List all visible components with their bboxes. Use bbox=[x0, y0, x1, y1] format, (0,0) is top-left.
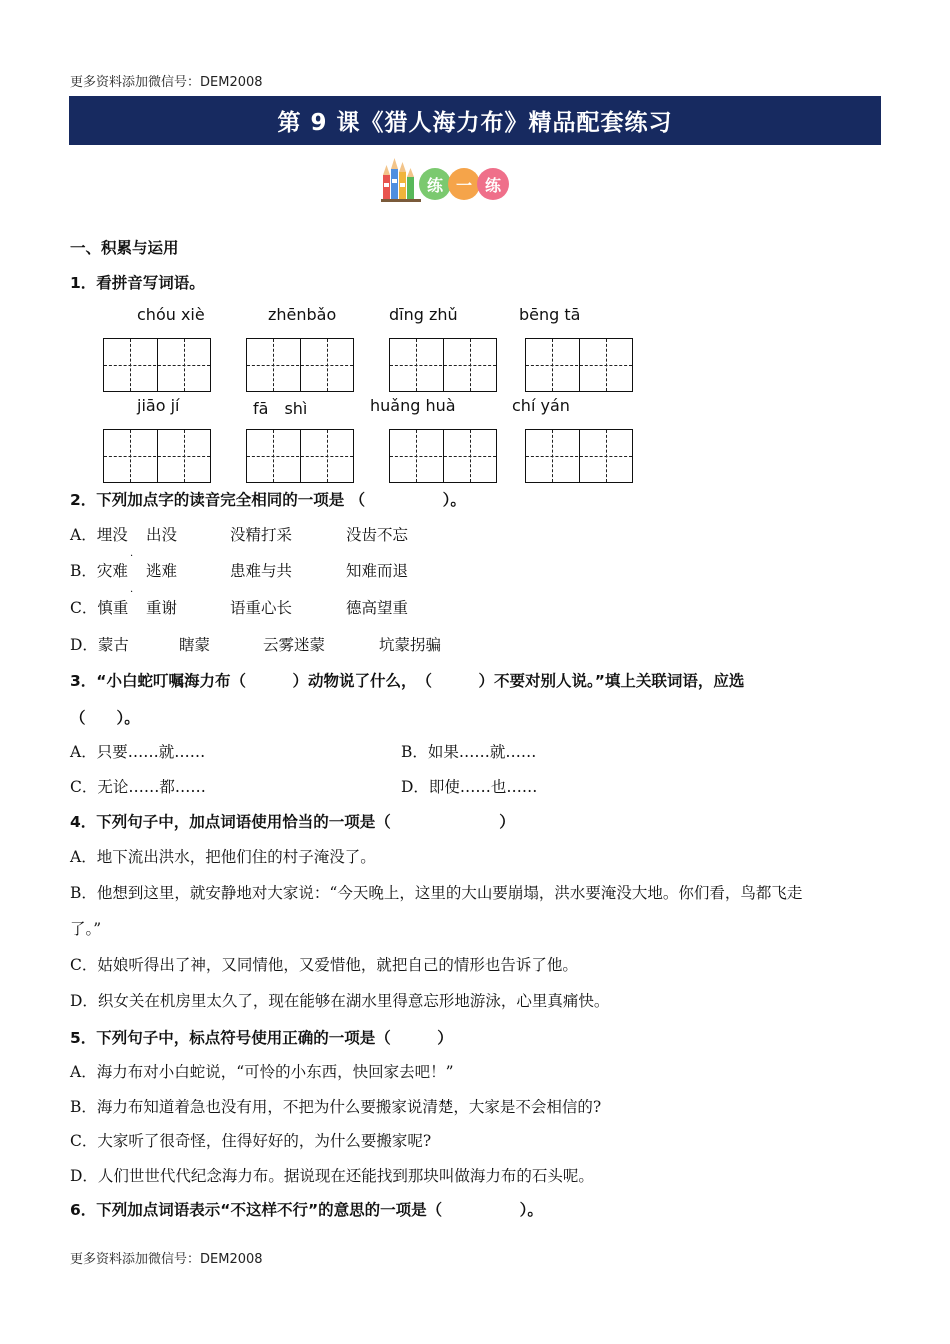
question-6-title: 6．下列加点词语表示“不这样不行”的意思的一项是（ ）。 bbox=[70, 1201, 543, 1219]
q2-option-a-word: 出没 bbox=[146, 526, 178, 544]
header-note: 更多资料添加微信号：DEM2008 bbox=[70, 75, 263, 90]
q2-option-d-word: 坑蒙拐骗 bbox=[379, 636, 442, 654]
q3-option-d[interactable]: D．即使……也…… bbox=[401, 778, 538, 796]
q5-option-a[interactable]: A．海力布对小白蛇说，“可怜的小东西，快回家去吧！” bbox=[70, 1063, 454, 1081]
q2-option-a-word: 没精打采 bbox=[230, 526, 293, 544]
practice-badge bbox=[381, 157, 511, 203]
question-4-title: 4．下列句子中，加点词语使用恰当的一项是（ ） bbox=[70, 813, 515, 831]
q4-option-c[interactable]: C．姑娘听得出了神，又同情他，又爱惜他，就把自己的情形也告诉了他。 bbox=[70, 956, 578, 974]
writing-grid[interactable] bbox=[103, 338, 211, 392]
q3-option-b[interactable]: B．如果……就…… bbox=[401, 743, 537, 761]
question-3-title-cont: （ ）。 bbox=[70, 709, 140, 727]
q3-option-a[interactable]: A．只要……就…… bbox=[70, 743, 206, 761]
q4-option-b-cont: 了。” bbox=[70, 920, 102, 938]
pencils-icon bbox=[381, 157, 423, 203]
q5-option-d[interactable]: D．人们世世代代纪念海力布。据说现在还能找到那块叫做海力布的石头呢。 bbox=[70, 1167, 594, 1185]
q2-option-d[interactable]: D．蒙古 bbox=[70, 636, 129, 654]
pinyin-5: jiāo jí bbox=[137, 396, 180, 415]
pinyin-8: chí yán bbox=[512, 396, 570, 415]
pinyin-6: fā shì bbox=[253, 399, 308, 418]
footer-note: 更多资料添加微信号：DEM2008 bbox=[70, 1252, 263, 1267]
writing-grid[interactable] bbox=[246, 429, 354, 483]
question-5-title: 5．下列句子中，标点符号使用正确的一项是（ ） bbox=[70, 1029, 453, 1047]
q2-option-a[interactable]: A．埋没 bbox=[70, 526, 128, 544]
q5-option-b[interactable]: B．海力布知道着急也没有用，不把为什么要搬家说清楚，大家是不会相信的? bbox=[70, 1098, 602, 1116]
q4-option-a[interactable]: A．地下流出洪水，把他们住的村子淹没了。 bbox=[70, 848, 376, 866]
q2-option-d-word: 瞎蒙 bbox=[179, 636, 211, 654]
writing-grid[interactable] bbox=[389, 429, 497, 483]
badge-char-1: 练 bbox=[419, 168, 451, 200]
q2-option-c-word: 德高望重 bbox=[346, 599, 409, 617]
q2-option-b-word: 患难与共 bbox=[230, 562, 293, 580]
pinyin-7: huǎng huà bbox=[370, 396, 456, 415]
q2-option-b[interactable]: B．灾难 bbox=[70, 562, 128, 580]
q5-option-c[interactable]: C．大家听了很奇怪，住得好好的，为什么要搬家呢? bbox=[70, 1132, 432, 1150]
q2-option-d-word: 云雾迷蒙 bbox=[263, 636, 326, 654]
question-1-title: 1．看拼音写词语。 bbox=[70, 274, 205, 292]
pinyin-2: zhēnbǎo bbox=[268, 305, 337, 324]
q2-option-c[interactable]: C．慎重 bbox=[70, 599, 129, 617]
q2-option-a-word: 没齿不忘 bbox=[346, 526, 409, 544]
badge-char-2: 一 bbox=[448, 168, 480, 200]
pinyin-1: chóu xiè bbox=[137, 305, 205, 324]
q2-option-b-word: 知难而退 bbox=[346, 562, 409, 580]
question-3-title: 3．“小白蛇叮嘱海力布（ ）动物说了什么， （ ）不要对别人说。”填上关联词语，应选 bbox=[70, 672, 745, 690]
q2-option-c-word: 语重心长 bbox=[230, 599, 293, 617]
q4-option-b[interactable]: B．他想到这里，就安静地对大家说：“今天晚上，这里的大山要崩塌，洪水要淹没大地。你们看，鸟都飞走 bbox=[70, 884, 803, 902]
writing-grid[interactable] bbox=[525, 429, 633, 483]
question-2-title: 2．下列加点字的读音完全相同的一项是 （ ）。 bbox=[70, 491, 466, 509]
section-heading: 一、积累与运用 bbox=[70, 239, 179, 257]
q2-option-c-word: 重谢 bbox=[146, 599, 178, 617]
writing-grid[interactable] bbox=[246, 338, 354, 392]
q2-option-b-word: 逃难 bbox=[146, 562, 178, 580]
pinyin-3: dīng zhǔ bbox=[389, 305, 458, 324]
page-title: 第 9 课《猎人海力布》精品配套练习 bbox=[277, 110, 673, 136]
q3-option-c[interactable]: C．无论……都…… bbox=[70, 778, 206, 796]
writing-grid[interactable] bbox=[525, 338, 633, 392]
writing-grid[interactable] bbox=[389, 338, 497, 392]
emphasis-dot: · bbox=[130, 551, 134, 562]
emphasis-dot: · bbox=[130, 587, 134, 598]
title-banner bbox=[69, 96, 881, 145]
writing-grid[interactable] bbox=[103, 429, 211, 483]
q4-option-d[interactable]: D．织女关在机房里太久了，现在能够在湖水里得意忘形地游泳，心里真痛快。 bbox=[70, 992, 610, 1010]
pinyin-4: bēng tā bbox=[519, 305, 581, 324]
badge-char-3: 练 bbox=[477, 168, 509, 200]
